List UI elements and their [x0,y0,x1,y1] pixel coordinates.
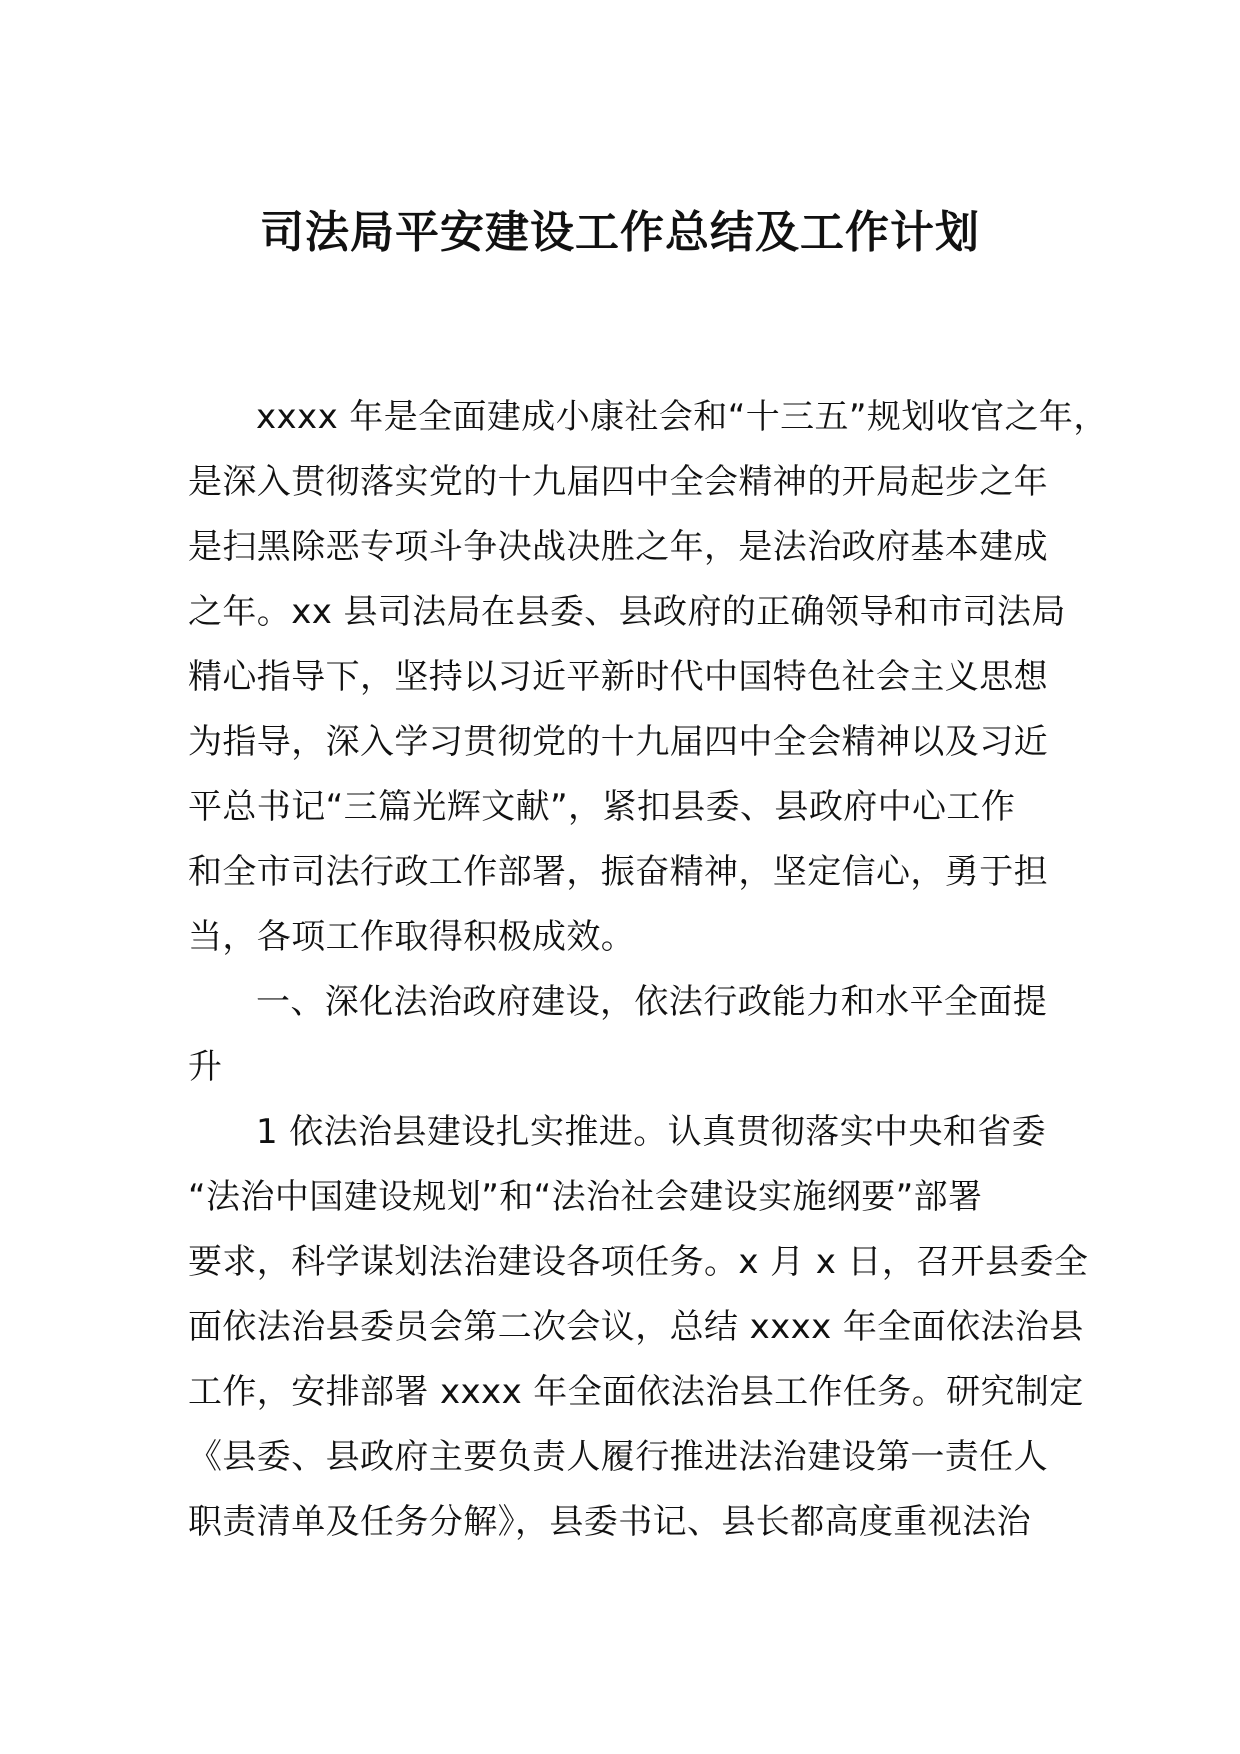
body-line: xxxx 年是全面建成小康社会和“十三五”规划收官之年， [256,397,1108,437]
body-line: 工作，安排部署 xxxx 年全面依法治县工作任务。研究制定 [188,1372,1084,1412]
body-line: 精心指导下，坚持以习近平新时代中国特色社会主义思想 [188,657,1048,697]
body-line: 《县委、县政府主要负责人履行推进法治建设第一责任人 [188,1437,1048,1477]
body-line: 之年。xx 县司法局在县委、县政府的正确领导和市司法局 [188,592,1066,632]
body-line: 平总书记“三篇光辉文献”，紧扣县委、县政府中心工作 [188,787,1016,827]
document-title: 司法局平安建设工作总结及工作计划 [260,207,980,258]
body-line: 当，各项工作取得积极成效。 [188,917,636,957]
body-line: 面依法治县委员会第二次会议，总结 xxxx 年全面依法治县 [188,1307,1084,1347]
body-line: 和全市司法行政工作部署，振奋精神，坚定信心，勇于担 [188,852,1048,892]
body-line: 1 依法治县建设扎实推进。认真贯彻落实中央和省委 [256,1112,1047,1152]
body-line: “法治中国建设规划”和“法治社会建设实施纲要”部署 [188,1177,983,1217]
body-line: 升 [188,1047,223,1087]
body-line: 为指导，深入学习贯彻党的十九届四中全会精神以及习近 [188,722,1048,762]
body-line: 是扫黑除恶专项斗争决战决胜之年，是法治政府基本建成 [188,527,1048,567]
body-line: 要求，科学谋划法治建设各项任务。x 月 x 日，召开县委全 [188,1242,1089,1282]
body-line: 一、深化法治政府建设，依法行政能力和水平全面提 [256,982,1048,1022]
document-body [188,385,1108,1555]
body-line: 是深入贯彻落实党的十九届四中全会精神的开局起步之年 [188,462,1048,502]
body-line: 职责清单及任务分解》，县委书记、县长都高度重视法治 [188,1502,1031,1542]
